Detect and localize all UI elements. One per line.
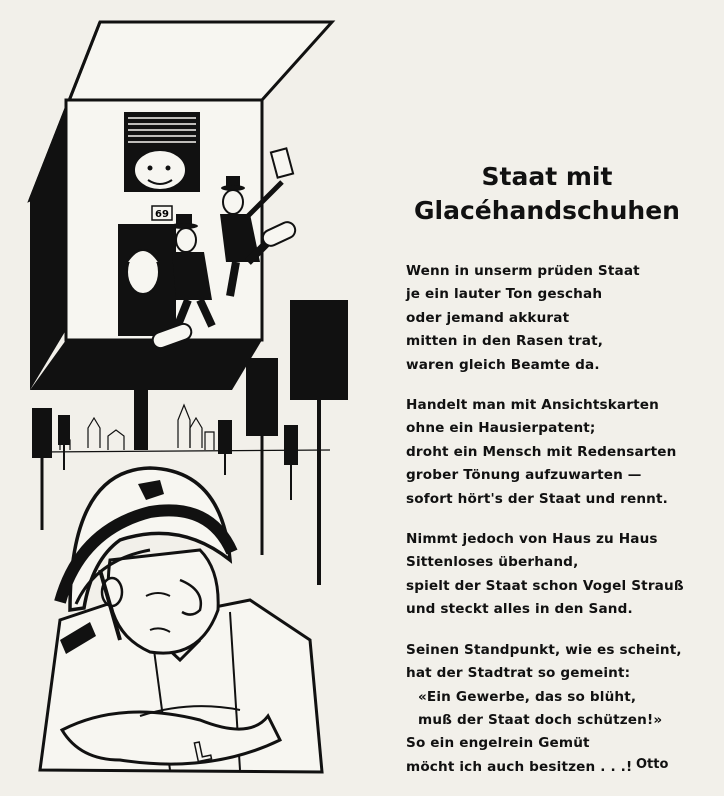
title-line-2: Glacéhandschuhen (414, 196, 680, 225)
verse-line: Nimmt jedoch von Haus zu Haus (406, 531, 658, 548)
stanza-4 (406, 639, 716, 779)
stanza-1 (406, 260, 716, 377)
house-number: 69 (155, 209, 169, 220)
verse-line-quote: muß der Staat doch schützen!» (418, 711, 663, 728)
verse-line: Wenn in unserm prüden Staat (406, 263, 640, 279)
verse-line: spielt der Staat schon Vogel Strauß (406, 577, 684, 594)
armband-letter: L (191, 736, 214, 769)
verse-line: mitten in den Rasen trat, (406, 333, 604, 350)
verse-line: Handelt man mit Ansichtskarten (406, 397, 659, 414)
author-signature: Otto (636, 757, 669, 772)
poem-title (402, 160, 692, 228)
verse-line: Sittenloses überhand, (406, 554, 579, 571)
verse-line: droht ein Mensch mit Redensarten (406, 443, 677, 460)
verse-line: je ein lauter Ton geschah (406, 286, 603, 303)
verse-line-quote: «Ein Gewerbe, das so blüht, (418, 688, 637, 705)
verse-line: waren gleich Beamte da. (406, 356, 600, 373)
verse-line: Seinen Standpunkt, wie es scheint, (406, 641, 682, 658)
verse-line: hat der Stadtrat so gemeint: (406, 665, 631, 682)
stanza-2 (406, 394, 716, 511)
verse-line: oder jemand akkurat (406, 309, 570, 326)
verse-line: und steckt alles in den Sand. (406, 601, 633, 618)
verse-line: grober Tönung aufzuwarten — (406, 467, 642, 484)
verse-line: sofort hört's der Staat und rennt. (406, 490, 668, 507)
verse-line: möcht ich auch besitzen . . .! (406, 758, 633, 775)
verse-line: So ein engelrein Gemüt (406, 735, 590, 752)
verse-line: ohne ein Hausierpatent; (406, 420, 596, 437)
stanza-3 (406, 528, 716, 622)
poem-column (406, 160, 716, 796)
title-line-1: Staat mit (481, 162, 613, 191)
